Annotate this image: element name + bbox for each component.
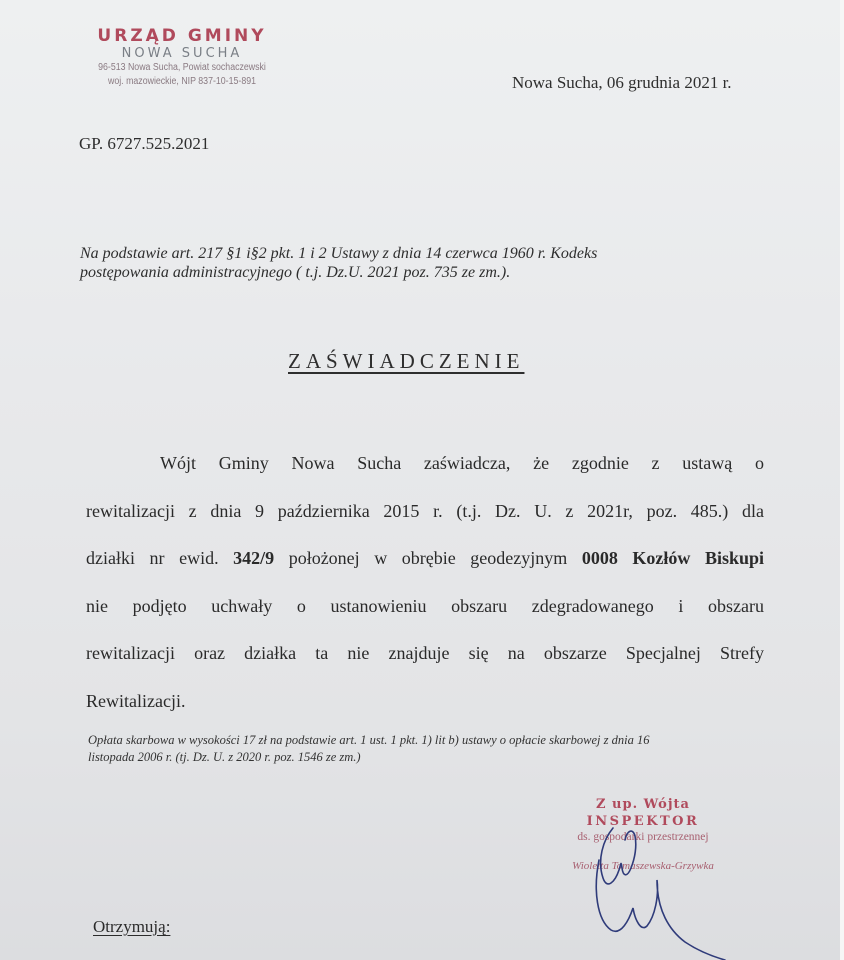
certificate-body (86, 440, 764, 725)
office-region-nip: woj. mazowieckie, NIP 837-10-15-891 (107, 76, 257, 87)
body-line (86, 535, 764, 583)
body-line: rewitalizacji oraz działka ta nie znajduje się na obszarze Specjalnej Strefy (86, 643, 764, 663)
body-text-fragment: działki nr ewid. (86, 548, 234, 568)
recipients-heading: Otrzymują: (93, 917, 171, 936)
body-line: nie podjęto uchwały o ustanowieniu obszaru zdegradowanego i obszaru (86, 595, 764, 616)
handwritten-signature-icon (585, 820, 745, 960)
on-behalf-line: Z up. Wójta (596, 797, 690, 812)
legal-basis (80, 244, 700, 282)
office-address: 96-513 Nowa Sucha, Powiat sochaczewski (98, 62, 266, 73)
fee-note-line: Opłata skarbowa w wysokości 17 zł na podstawie art. 1 ust. 1 pkt. 1) lit b) ustawy o opłacie skarbowej z dnia 16 (88, 733, 650, 747)
fee-note-line: listopada 2006 r. (tj. Dz. U. z 2020 r. poz. 1546 ze zm.) (88, 750, 361, 764)
legal-basis-line: postępowania administracyjnego ( t.j. Dz.U. 2021 poz. 735 ze zm.). (80, 264, 511, 281)
official-title: INSPEKTOR (586, 814, 700, 829)
parcel-number: 342/9 (233, 548, 275, 568)
official-department: ds. gospodarki przestrzennej (577, 831, 709, 843)
body-line: Rewitalizacji. (86, 690, 186, 711)
document-title: ZAŚWIADCZENIE (288, 349, 525, 373)
stamp-duty-note (88, 732, 768, 766)
office-name: URZĄD GMINY (97, 26, 267, 46)
municipality-name: NOWA SUCHA (121, 46, 243, 61)
precinct-name: 0008 Kozłów Biskupi (581, 548, 764, 568)
body-line: Wójt Gminy Nowa Sucha zaświadcza, że zgodnie z ustawą o (160, 453, 764, 473)
body-text-fragment: położonej w obrębie geodezyjnym (274, 548, 582, 568)
body-line: rewitalizacji z dnia 9 października 2015 r. (t.j. Dz. U. z 2021r, poz. 485.) dla (86, 500, 764, 521)
official-name: Wioletta Tomaszewska-Grzywka (572, 860, 714, 872)
legal-basis-line: Na podstawie art. 217 §1 i§2 pkt. 1 i 2 Ustawy z dnia 14 czerwca 1960 r. Kodeks (80, 245, 598, 262)
letterhead-stamp (62, 26, 302, 89)
document-date: Nowa Sucha, 06 grudnia 2021 r. (512, 73, 732, 92)
reference-number: GP. 6727.525.2021 (79, 134, 210, 153)
